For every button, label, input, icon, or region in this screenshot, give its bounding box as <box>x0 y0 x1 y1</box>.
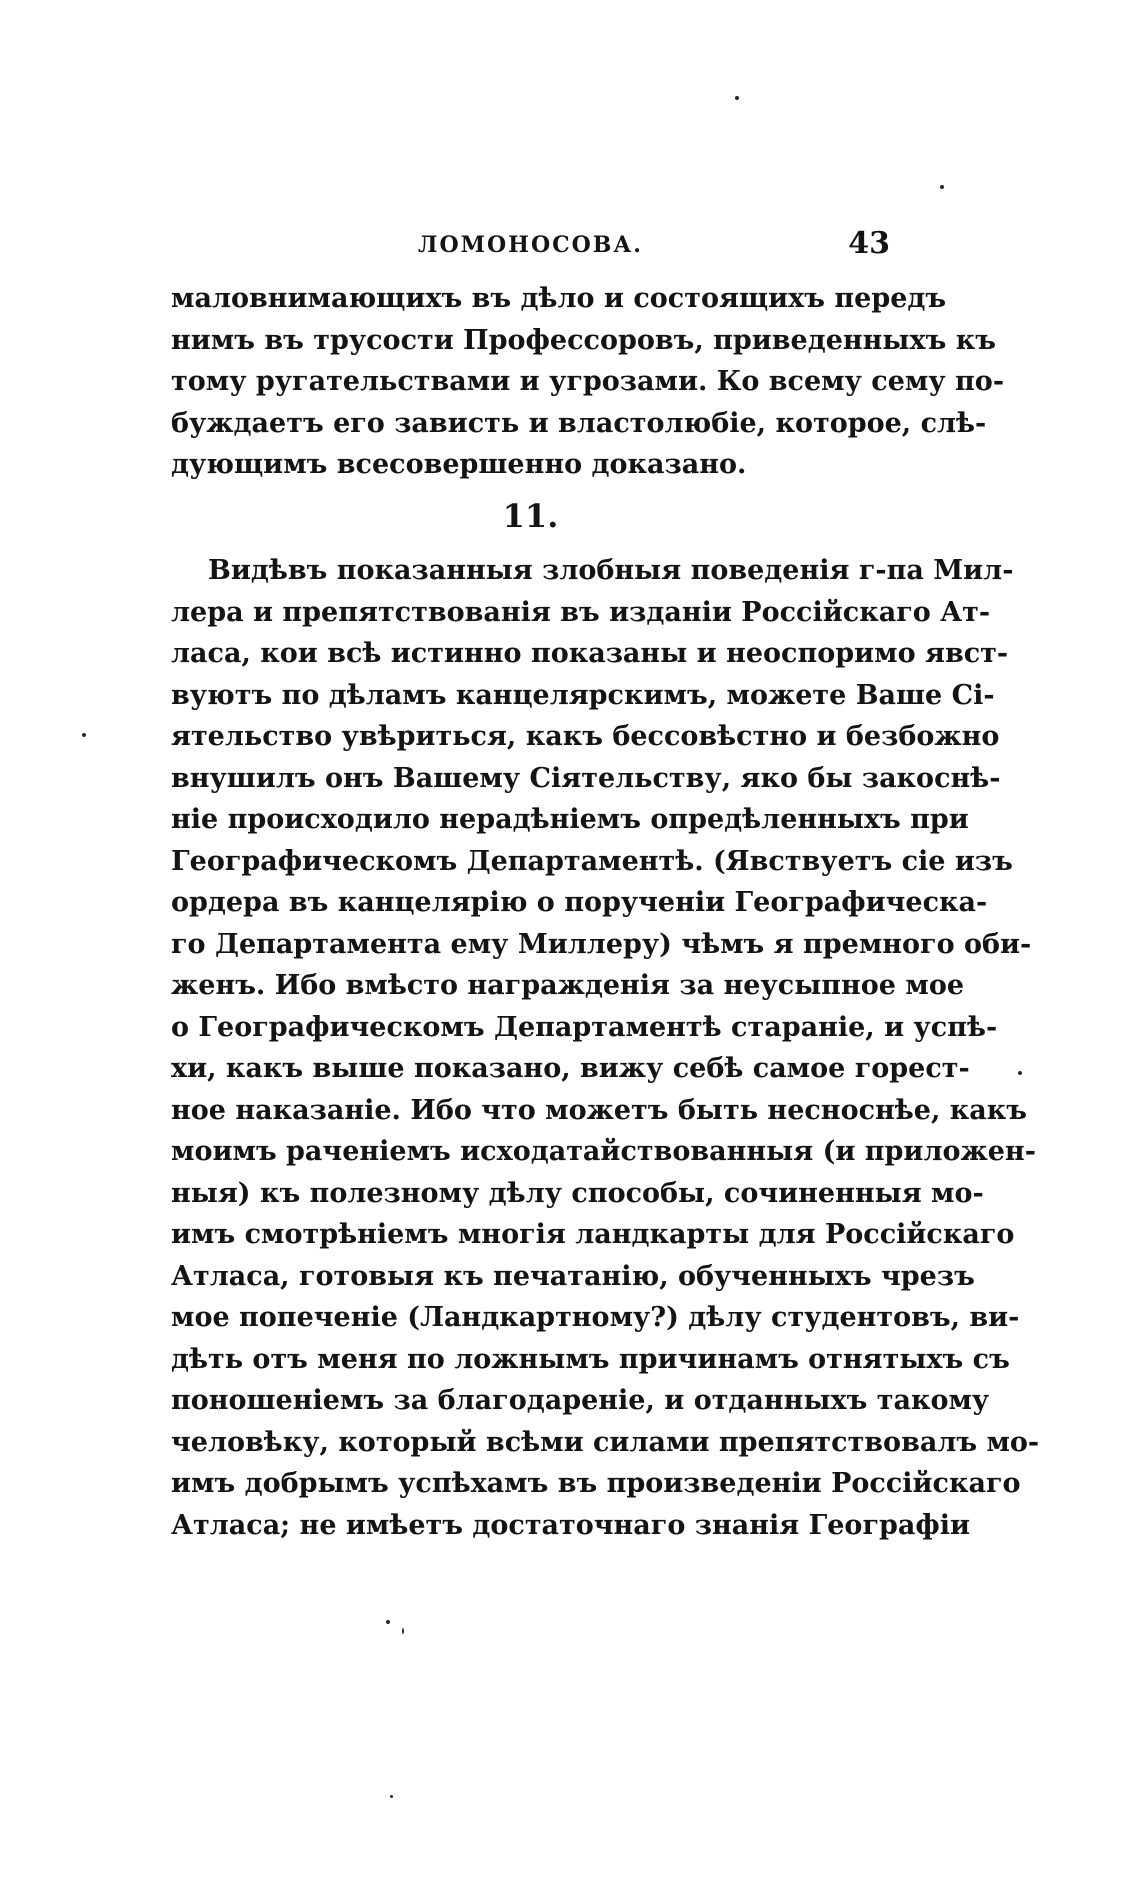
text-line: ное наказаніе. Ибо что можетъ быть несноснѣе, какъ <box>171 1094 1027 1126</box>
page-number: 43 <box>848 226 890 261</box>
text-line: внушилъ онъ Вашему Сіятельству, яко бы закоснѣ- <box>171 762 1001 794</box>
text-line: маловнимающихъ въ дѣло и состоящихъ передъ <box>171 283 947 314</box>
scan-speck <box>82 733 86 737</box>
text-line: мое попеченіе (Ландкартному?) дѣлу студентовъ, ви- <box>171 1302 1020 1333</box>
text-line: нимъ въ трусости Профессоровъ, приведенныхъ къ <box>171 324 996 356</box>
running-title: ЛОМОНОСОВА. <box>418 232 643 258</box>
text-line: го Департамента ему Миллеру) чѣмъ я премного оби- <box>171 928 1032 960</box>
text-line: ласа, кои всѣ истинно показаны и неоспоримо явст- <box>171 638 1009 669</box>
text-line: поношеніемъ за благодареніе, и отданныхъ такому <box>171 1385 990 1416</box>
text-line: имъ смотрѣніемъ многія ландкарты для Россійскаго <box>171 1219 1015 1250</box>
scan-speck <box>402 1628 404 1634</box>
text-line: ныя) къ полезному дѣлу способы, сочиненныя мо- <box>171 1177 984 1209</box>
section-number: 11. <box>502 497 559 535</box>
text-line: ніе происходило нерадѣніемъ опредѣленныхъ при <box>171 804 969 835</box>
text-line: человѣку, который всѣми силами препятствовалъ мо- <box>171 1426 1040 1458</box>
text-line: вуютъ по дѣламъ канцелярскимъ, можете Ваше Сі- <box>171 679 995 711</box>
text-line: буждаетъ его зависть и властолюбіе, которое, слѣ- <box>171 407 987 439</box>
text-line: моимъ раченіемъ исходатайствованныя (и приложен- <box>171 1136 1036 1167</box>
page-header <box>171 226 890 266</box>
text-line: женъ. Ибо вмѣсто награжденія за неусыпное мое <box>171 970 965 1001</box>
scan-speck <box>386 1620 390 1624</box>
text-line: дѣть отъ меня по ложнымъ причинамъ отнятыхъ съ <box>171 1343 1010 1375</box>
scan-speck <box>940 185 944 189</box>
paragraph-section-11 <box>171 550 1040 1546</box>
text-line: ордера въ канцелярію о порученіи Географическа- <box>171 887 988 918</box>
text-line: имъ добрымъ успѣхамъ въ произведеніи Россійскаго <box>171 1468 1021 1499</box>
scan-speck <box>390 1795 393 1798</box>
scan-speck <box>735 96 739 100</box>
text-line: хи, какъ выше показано, вижу себѣ самое горест- <box>171 1053 970 1084</box>
text-line: о Географическомъ Департаментѣ стараніе, и успѣ- <box>171 1011 998 1043</box>
paragraph-continuation <box>171 278 1005 486</box>
text-line: лера и препятствованія въ изданіи Россійскаго Ат- <box>171 596 991 628</box>
text-line: Географическомъ Департаментѣ. (Явствуетъ сіе изъ <box>171 845 1013 877</box>
text-line: Атласа; не имѣетъ достаточнаго знанія Географіи <box>171 1509 970 1541</box>
text-line: Видѣвъ показанныя злобныя поведенія г-па Мил- <box>208 555 1014 586</box>
text-line: ятельство увѣриться, какъ бессовѣстно и безбожно <box>171 721 1000 752</box>
text-line: тому ругательствами и угрозами. Ко всему сему по- <box>171 366 1005 397</box>
text-line: дующимъ всесовершенно доказано. <box>171 449 747 480</box>
text-line: Атласа, готовыя къ печатанію, обученныхъ чрезъ <box>171 1260 975 1292</box>
scan-speck <box>1018 1071 1022 1075</box>
